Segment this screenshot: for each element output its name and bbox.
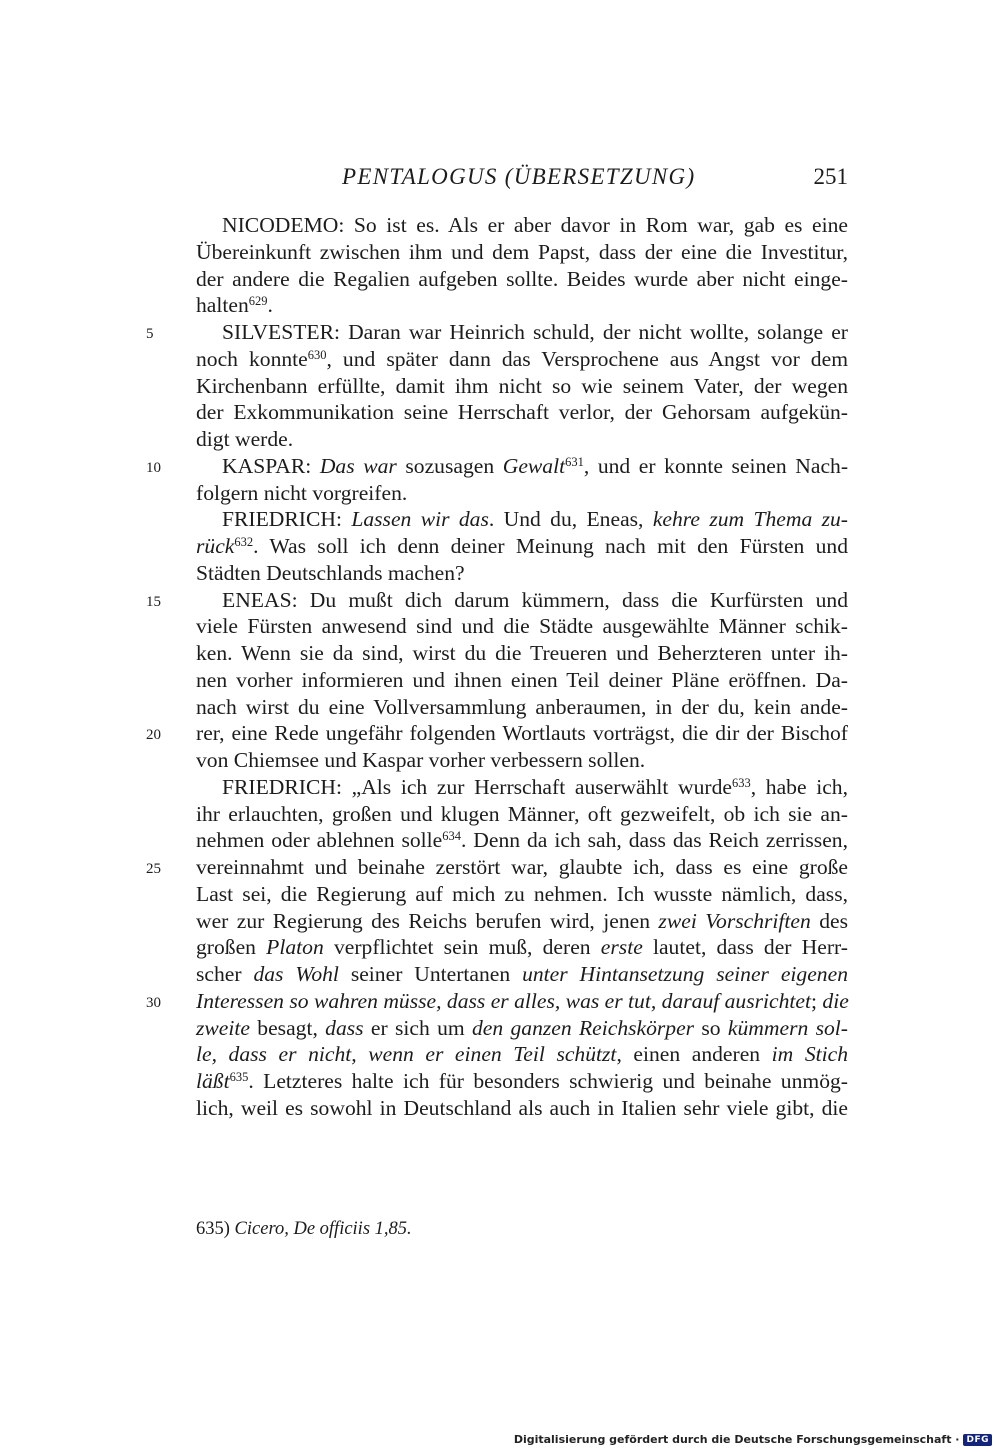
- text-run: vereinnahmt und beinahe zerstört war, glaubte ich, dass es eine große: [196, 855, 848, 879]
- text-line: [196, 560, 848, 587]
- italic-text: den ganzen Reichskörper: [471, 1015, 695, 1040]
- text-line: [196, 239, 848, 266]
- italic-text: läßt: [196, 1069, 230, 1093]
- text-run: folgern nicht vorgreifen.: [196, 480, 408, 505]
- footnote-marker: 634: [442, 829, 461, 844]
- text-run: . Und du, Eneas,: [488, 507, 653, 532]
- italic-text: Interessen so wahren müsse, dass er alles, was er tut, darauf ausrichtet: [196, 988, 811, 1013]
- text-run: so: [694, 1015, 728, 1040]
- italic-text: Platon: [266, 935, 324, 960]
- text-run: . Denn da ich sah, dass das Reich zerrissen,: [460, 828, 848, 853]
- italic-text: le, dass er nicht, wenn er einen Teil schützt: [196, 1042, 617, 1067]
- footnote: [196, 1216, 412, 1242]
- text-line: [196, 480, 848, 507]
- italic-text: das Wohl: [253, 962, 339, 986]
- text-run: Kirchenbann erfüllte, damit ihm nicht so wie seinem Vater, der wegen: [196, 373, 848, 398]
- text-run: ENEAS: Du mußt dich darum kümmern, dass die Kurfürsten und: [222, 587, 848, 612]
- text-run: er sich um: [363, 1015, 472, 1040]
- text-run: ihr erlauchten, großen und klugen Männer, oft gezweifelt, ob ich sie an-: [196, 801, 848, 826]
- text-line: [196, 988, 848, 1015]
- text-line: [196, 1095, 848, 1122]
- dfg-funding-note: [514, 1433, 992, 1446]
- line-number: 15: [146, 593, 161, 610]
- italic-text: Cicero, De officiis 1,85.: [234, 1219, 412, 1239]
- text-line: [196, 506, 848, 533]
- italic-text: unter Hintansetzung seiner eigenen: [522, 962, 848, 986]
- text-line: [196, 747, 848, 774]
- text-run: Last sei, die Regierung auf mich zu nehmen. Ich wusste nämlich, dass,: [196, 881, 848, 906]
- text-line: [196, 961, 848, 988]
- text-run: digt werde.: [196, 427, 294, 451]
- text-line: [196, 667, 848, 694]
- italic-text: erste: [600, 935, 643, 960]
- text-line: [196, 1015, 848, 1042]
- text-run: . Was soll ich denn deiner Meinung nach mit den Fürsten und: [253, 534, 848, 558]
- footnote-marker: 630: [307, 347, 327, 362]
- text-line: [196, 908, 848, 935]
- dfg-logo: DFG: [963, 1434, 992, 1446]
- italic-text: kehre zum Thema zu-: [652, 507, 848, 532]
- italic-text: zweite: [196, 1015, 250, 1040]
- text-run: ken. Wenn sie da sind, wirst du die Treueren und Beherzteren unter ih-: [196, 641, 848, 665]
- text-line: [196, 292, 848, 319]
- footnote-marker: 632: [234, 535, 254, 549]
- italic-text: kümmern sol-: [727, 1015, 848, 1040]
- italic-text: dass: [325, 1015, 364, 1040]
- text-line: [196, 1068, 848, 1095]
- text-run: halten: [196, 293, 249, 318]
- text-line: [196, 587, 848, 614]
- text-run: sozusagen: [396, 453, 503, 478]
- text-line: [196, 854, 848, 881]
- text-run: der andere die Regalien aufgeben sollte. Beides wurde aber nicht einge-: [196, 266, 848, 291]
- text-run: . Letzteres halte ich für besonders schwierig und beinahe unmög-: [248, 1069, 848, 1093]
- line-number: 25: [146, 861, 161, 877]
- line-number: 5: [146, 326, 154, 342]
- dfg-funding-text: Digitalisierung gefördert durch die Deutsche Forschungsgemeinschaft ·: [513, 1433, 960, 1446]
- text-run: NICODEMO: So ist es. Als er aber davor in Rom war, gab es eine: [222, 213, 848, 237]
- italic-text: Lassen wir das: [351, 507, 489, 532]
- text-run: SILVESTER: Daran war Heinrich schuld, der nicht wollte, solange er: [222, 320, 848, 344]
- text-run: noch konnte: [196, 346, 308, 371]
- body-text: [196, 212, 848, 1122]
- italic-text: rück: [196, 534, 235, 558]
- text-run: FRIEDRICH: „Als ich zur Herrschaft auserwählt wurde: [222, 774, 732, 799]
- text-line: [196, 827, 848, 854]
- page-number: 251: [813, 164, 848, 189]
- text-run: ;: [811, 988, 823, 1013]
- text-line: [196, 453, 848, 480]
- text-run: verpflichtet sein muß, deren: [323, 935, 601, 960]
- text-run: des: [810, 908, 848, 933]
- text-line: [196, 720, 848, 747]
- footnote-marker: 635: [229, 1070, 249, 1084]
- text-run: wer zur Regierung des Reichs berufen wird, jenen: [196, 908, 659, 933]
- text-run: nehmen oder ablehnen solle: [196, 828, 443, 853]
- italic-text: die: [822, 988, 849, 1013]
- text-line: [196, 212, 848, 239]
- text-line: [196, 319, 848, 346]
- line-number: 30: [146, 994, 161, 1011]
- text-run: lautet, dass der Herr-: [642, 935, 848, 960]
- text-run: großen: [196, 935, 267, 960]
- text-line: [196, 533, 848, 560]
- italic-text: im Stich: [771, 1042, 848, 1067]
- italic-text: Das war: [319, 453, 397, 478]
- line-number: 20: [146, 727, 161, 744]
- footnote-marker: 629: [248, 294, 268, 309]
- text-line: [196, 346, 848, 373]
- text-run: 635): [196, 1219, 235, 1239]
- text-line: [196, 266, 848, 293]
- text-line: [196, 881, 848, 908]
- text-line: [196, 399, 848, 426]
- text-run: besagt,: [249, 1015, 326, 1040]
- text-line: [196, 1041, 848, 1068]
- footnote-marker: 631: [565, 454, 584, 469]
- text-run: , und er konnte seinen Nach-: [583, 453, 849, 478]
- italic-text: Gewalt: [502, 453, 566, 478]
- text-run: , einen anderen: [616, 1042, 772, 1067]
- text-run: nen vorher informieren und ihnen einen Teil deiner Pläne eröffnen. Da-: [196, 667, 848, 692]
- text-run: rer, eine Rede ungefähr folgenden Wortlauts vorträgst, die dir der Bischof: [196, 721, 848, 746]
- text-run: viele Fürsten anwesend sind und die Städte ausgewählte Männer schik-: [196, 614, 848, 639]
- text-line: [196, 426, 848, 453]
- text-line: [196, 801, 848, 828]
- text-run: , habe ich,: [750, 774, 848, 799]
- footnote-marker: 633: [732, 775, 751, 790]
- text-run: , und später dann das Versprochene aus Angst vor dem: [326, 346, 848, 371]
- italic-text: zwei Vorschriften: [658, 908, 811, 933]
- running-header-title: PENTALOGUS (ÜBERSETZUNG): [342, 164, 696, 189]
- text-run: von Chiemsee und Kaspar vorher verbessern sollen.: [196, 748, 646, 772]
- text-run: Städten Deutschlands machen?: [196, 560, 465, 585]
- text-line: [196, 640, 848, 667]
- text-run: der Exkommunikation seine Herrschaft verlor, der Gehorsam aufgekün-: [196, 400, 848, 425]
- text-run: nach wirst du eine Vollversammlung anberaumen, in der du, kein ande-: [196, 694, 848, 719]
- text-run: FRIEDRICH:: [222, 507, 352, 532]
- line-number: 10: [146, 459, 161, 476]
- text-line: [196, 613, 848, 640]
- text-line: [196, 373, 848, 400]
- text-run: Übereinkunft zwischen ihm und dem Papst, dass der eine die Investitur,: [196, 239, 848, 264]
- text-line: [196, 774, 848, 801]
- text-line: [196, 934, 848, 961]
- text-line: [196, 694, 848, 721]
- text-run: lich, weil es sowohl in Deutschland als auch in Italien sehr viele gibt, die: [196, 1095, 848, 1120]
- text-run: seiner Untertanen: [338, 962, 523, 986]
- text-run: .: [267, 293, 273, 318]
- text-run: KASPAR:: [222, 453, 320, 478]
- text-run: scher: [196, 962, 254, 986]
